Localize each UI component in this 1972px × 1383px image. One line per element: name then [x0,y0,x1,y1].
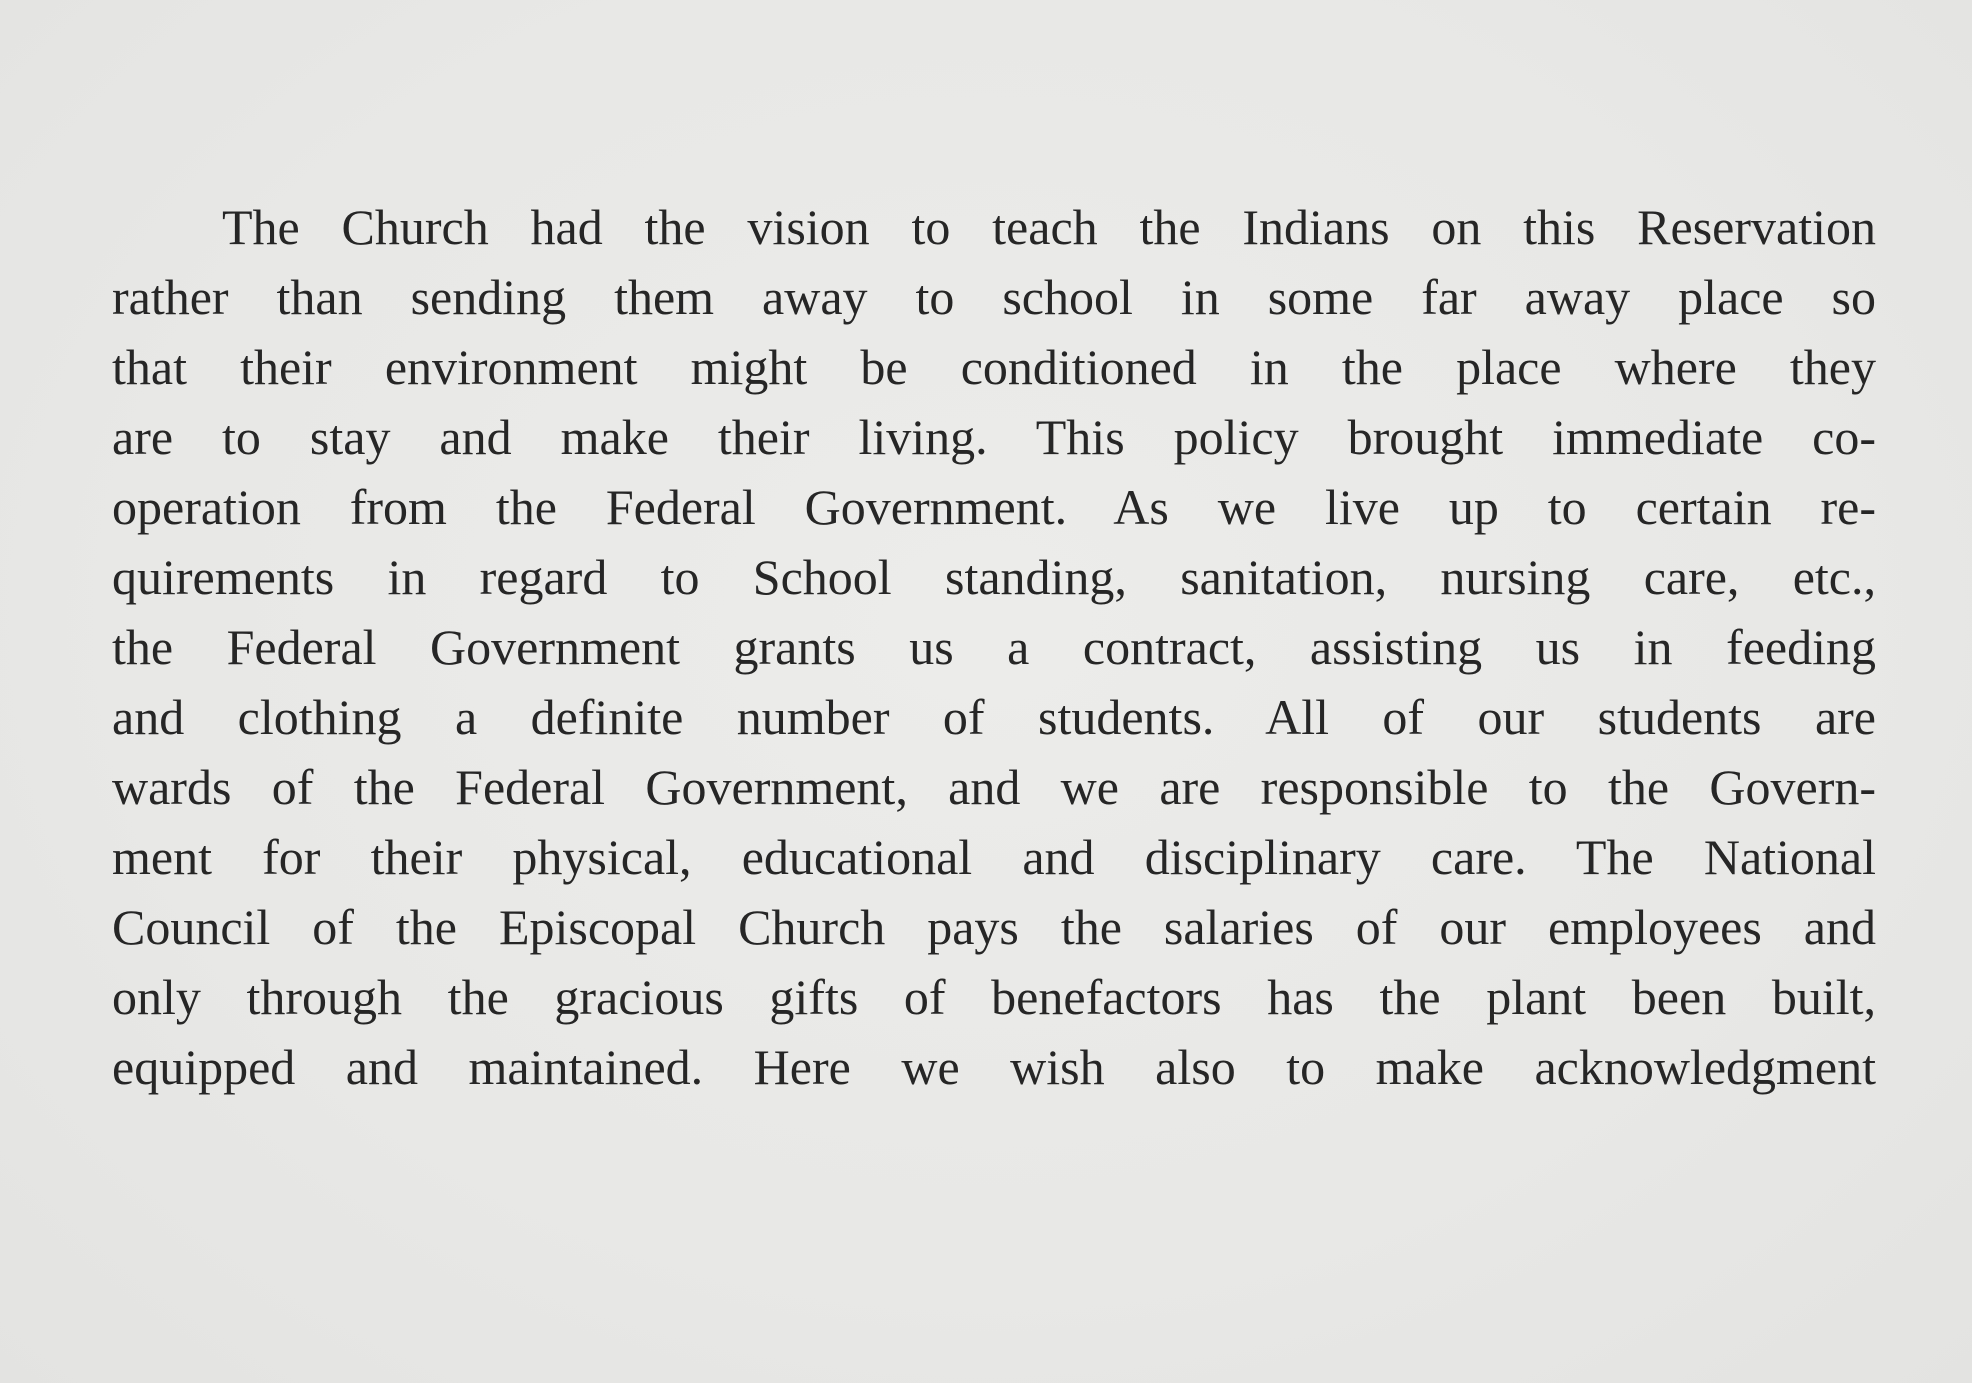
text-line: wards of the Federal Government, and we are responsible to the Govern- [112,759,1876,815]
text-line: ment for their physical, educational and disciplinary care. The National [112,829,1876,885]
body-paragraph [112,192,1876,1102]
text-line: Council of the Episcopal Church pays the salaries of our employees and [112,899,1876,955]
text-line: equipped and maintained. Here we wish also to make acknowledgment [112,1039,1876,1095]
text-line: The Church had the vision to teach the Indians on this Reservation [222,199,1876,255]
text-line: operation from the Federal Government. As we live up to certain re- [112,479,1876,535]
text-line: are to stay and make their living. This policy brought immediate co- [112,409,1876,465]
text-line: that their environment might be conditioned in the place where they [112,339,1876,395]
text-line: only through the gracious gifts of benefactors has the plant been built, [112,969,1876,1025]
text-line: rather than sending them away to school in some far away place so [112,269,1876,325]
text-line: the Federal Government grants us a contract, assisting us in feeding [112,619,1876,675]
text-line: quirements in regard to School standing, sanitation, nursing care, etc., [112,549,1876,605]
text-line: and clothing a definite number of students. All of our students are [112,689,1876,745]
